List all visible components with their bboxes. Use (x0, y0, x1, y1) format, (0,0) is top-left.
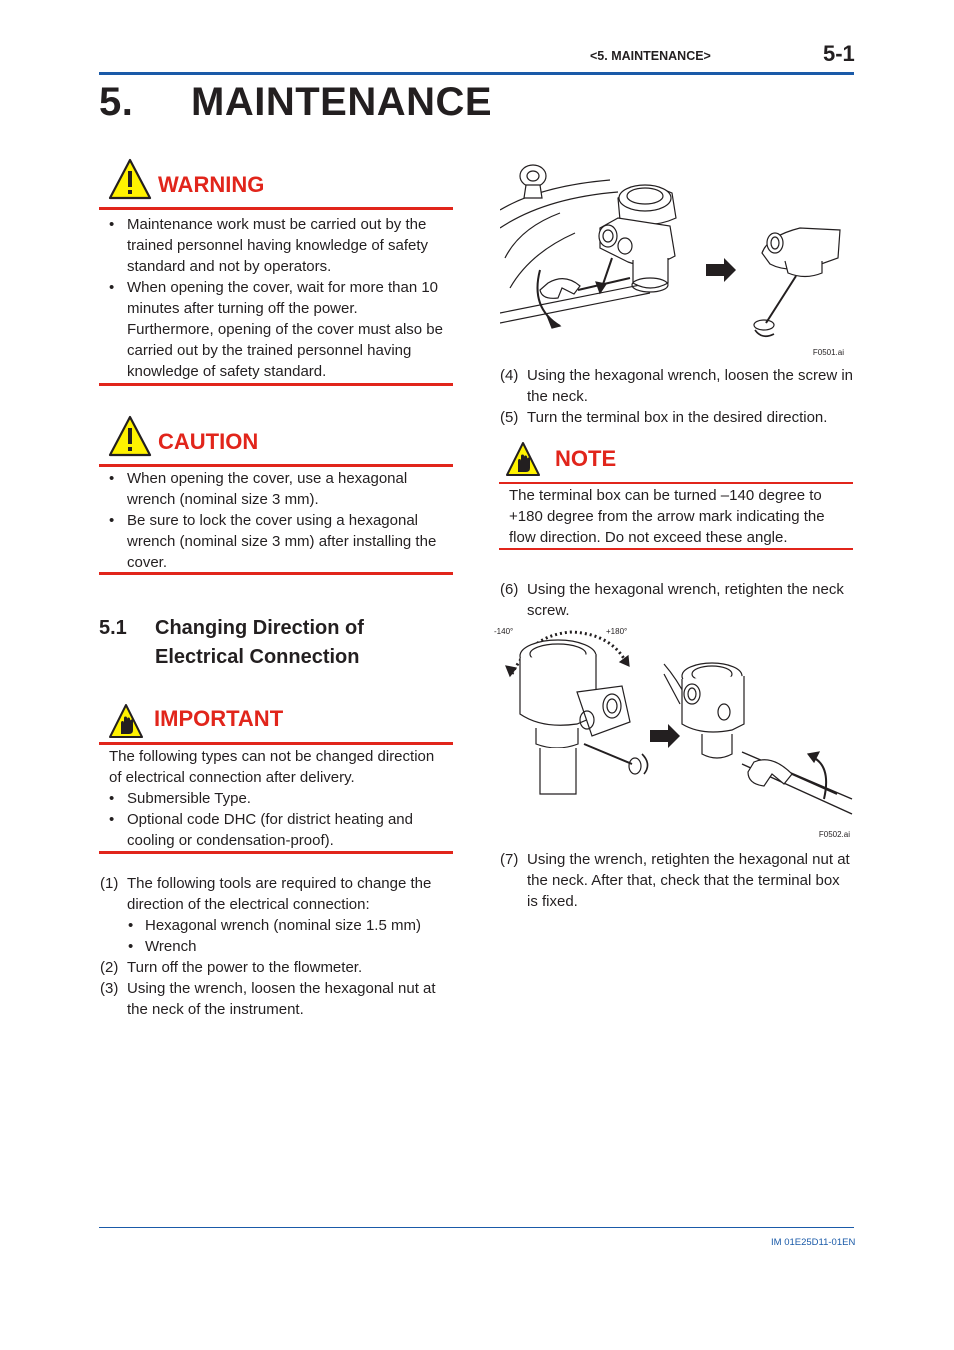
caution-top-rule (99, 464, 453, 467)
procedure-step-7 (500, 849, 854, 912)
note-top-rule (499, 482, 853, 484)
caution-heading: CAUTION (158, 429, 259, 454)
step-5 (500, 407, 854, 428)
step-text: Using the wrench, retighten the hexagonal nut at the neck. After that, check that the terminal box is fixed. (527, 851, 850, 910)
step-text: The following tools are required to change the direction of the electrical connection: (127, 875, 432, 913)
angle-label-left: -140° (494, 627, 514, 636)
chapter-title-text: MAINTENANCE (191, 80, 493, 124)
section-number: 5.1 (99, 617, 127, 639)
section-title-line1: Changing Direction of (155, 617, 364, 639)
warning-heading: WARNING (158, 172, 265, 197)
step-number: (2) (100, 959, 119, 976)
angle-label-right: +180° (606, 627, 628, 636)
caution-icon (108, 414, 152, 458)
step-text: Using the hexagonal wrench, retighten the neck screw. (527, 581, 844, 619)
step-text: Turn off the power to the flowmeter. (127, 959, 363, 976)
step-text: Turn the terminal box in the desired direction. (527, 409, 828, 426)
step-number: (3) (100, 980, 119, 997)
caution-list (100, 468, 450, 573)
note-bottom-rule (499, 548, 853, 550)
caution-item: • Be sure to lock the cover using a hexagonal wrench (nominal size 3 mm) after installing the cover. (100, 510, 450, 573)
figure-retighten (492, 624, 854, 844)
warning-item: • When opening the cover, wait for more than 10 minutes after turning off the power. Furthermore, opening of the cover must also be carried out by the trained personnel having knowledge of safety standard. (100, 277, 445, 382)
step-number: (7) (500, 851, 519, 868)
step-number: (6) (500, 581, 519, 598)
note-text: The terminal box can be turned –140 degree to +180 degree from the arrow mark indicating the flow direction. Do not exceed these angle. (509, 487, 825, 546)
footer-rule (99, 1227, 854, 1228)
step-4 (500, 365, 854, 407)
tool-item: • Wrench (100, 936, 450, 957)
warning-list (100, 214, 445, 382)
note-heading: NOTE (555, 446, 617, 471)
caution-bottom-rule (99, 572, 453, 575)
chapter-number: 5. (99, 80, 134, 124)
important-item: • Optional code DHC (for district heating and cooling or condensation-proof). (100, 809, 445, 851)
procedure-step-6 (500, 579, 854, 621)
step-text: Using the wrench, loosen the hexagonal nut at the neck of the instrument. (127, 980, 436, 1018)
figure-label: F0502.ai (818, 830, 850, 839)
step-number: (1) (100, 875, 119, 892)
step-number: (5) (500, 409, 519, 426)
important-list (100, 788, 445, 851)
warning-item: • Maintenance work must be carried out by the trained personnel having knowledge of safety standard and not by operators. (100, 214, 445, 277)
warning-bottom-rule (99, 383, 453, 386)
step-text: Using the hexagonal wrench, loosen the screw in the neck. (527, 367, 854, 405)
chapter-title (99, 80, 492, 125)
caution-item: • When opening the cover, use a hexagonal wrench (nominal size 3 mm). (100, 468, 450, 510)
step-3 (100, 978, 450, 1020)
step-6 (500, 579, 854, 621)
step-number: (4) (500, 367, 519, 384)
document-id: IM 01E25D11-01EN (771, 1237, 856, 1248)
hand-stop-icon (505, 441, 541, 477)
important-item: • Submersible Type. (100, 788, 445, 809)
important-top-rule (99, 742, 453, 745)
figure-loosen-nut (500, 158, 852, 357)
figure-label: F0501.ai (812, 348, 844, 357)
header-rule (99, 72, 854, 75)
tool-item: • Hexagonal wrench (nominal size 1.5 mm) (100, 915, 450, 936)
important-heading: IMPORTANT (154, 706, 284, 731)
tool-list (100, 915, 450, 957)
step-2 (100, 957, 450, 978)
procedure-steps-right-a (500, 365, 854, 428)
hand-stop-icon (108, 703, 144, 739)
important-bottom-rule (99, 851, 453, 854)
warning-top-rule (99, 207, 453, 210)
procedure-steps-left (100, 873, 450, 1020)
page-number: 5-1 (823, 41, 855, 66)
step-1 (100, 873, 450, 915)
running-header-section: <5. MAINTENANCE> (590, 49, 711, 63)
step-7 (500, 849, 854, 912)
warning-icon (108, 157, 152, 201)
section-heading (99, 614, 439, 674)
section-title-line2: Electrical Connection (155, 646, 360, 668)
important-intro: The following types can not be changed direction of electrical connection after delivery. (109, 748, 435, 786)
